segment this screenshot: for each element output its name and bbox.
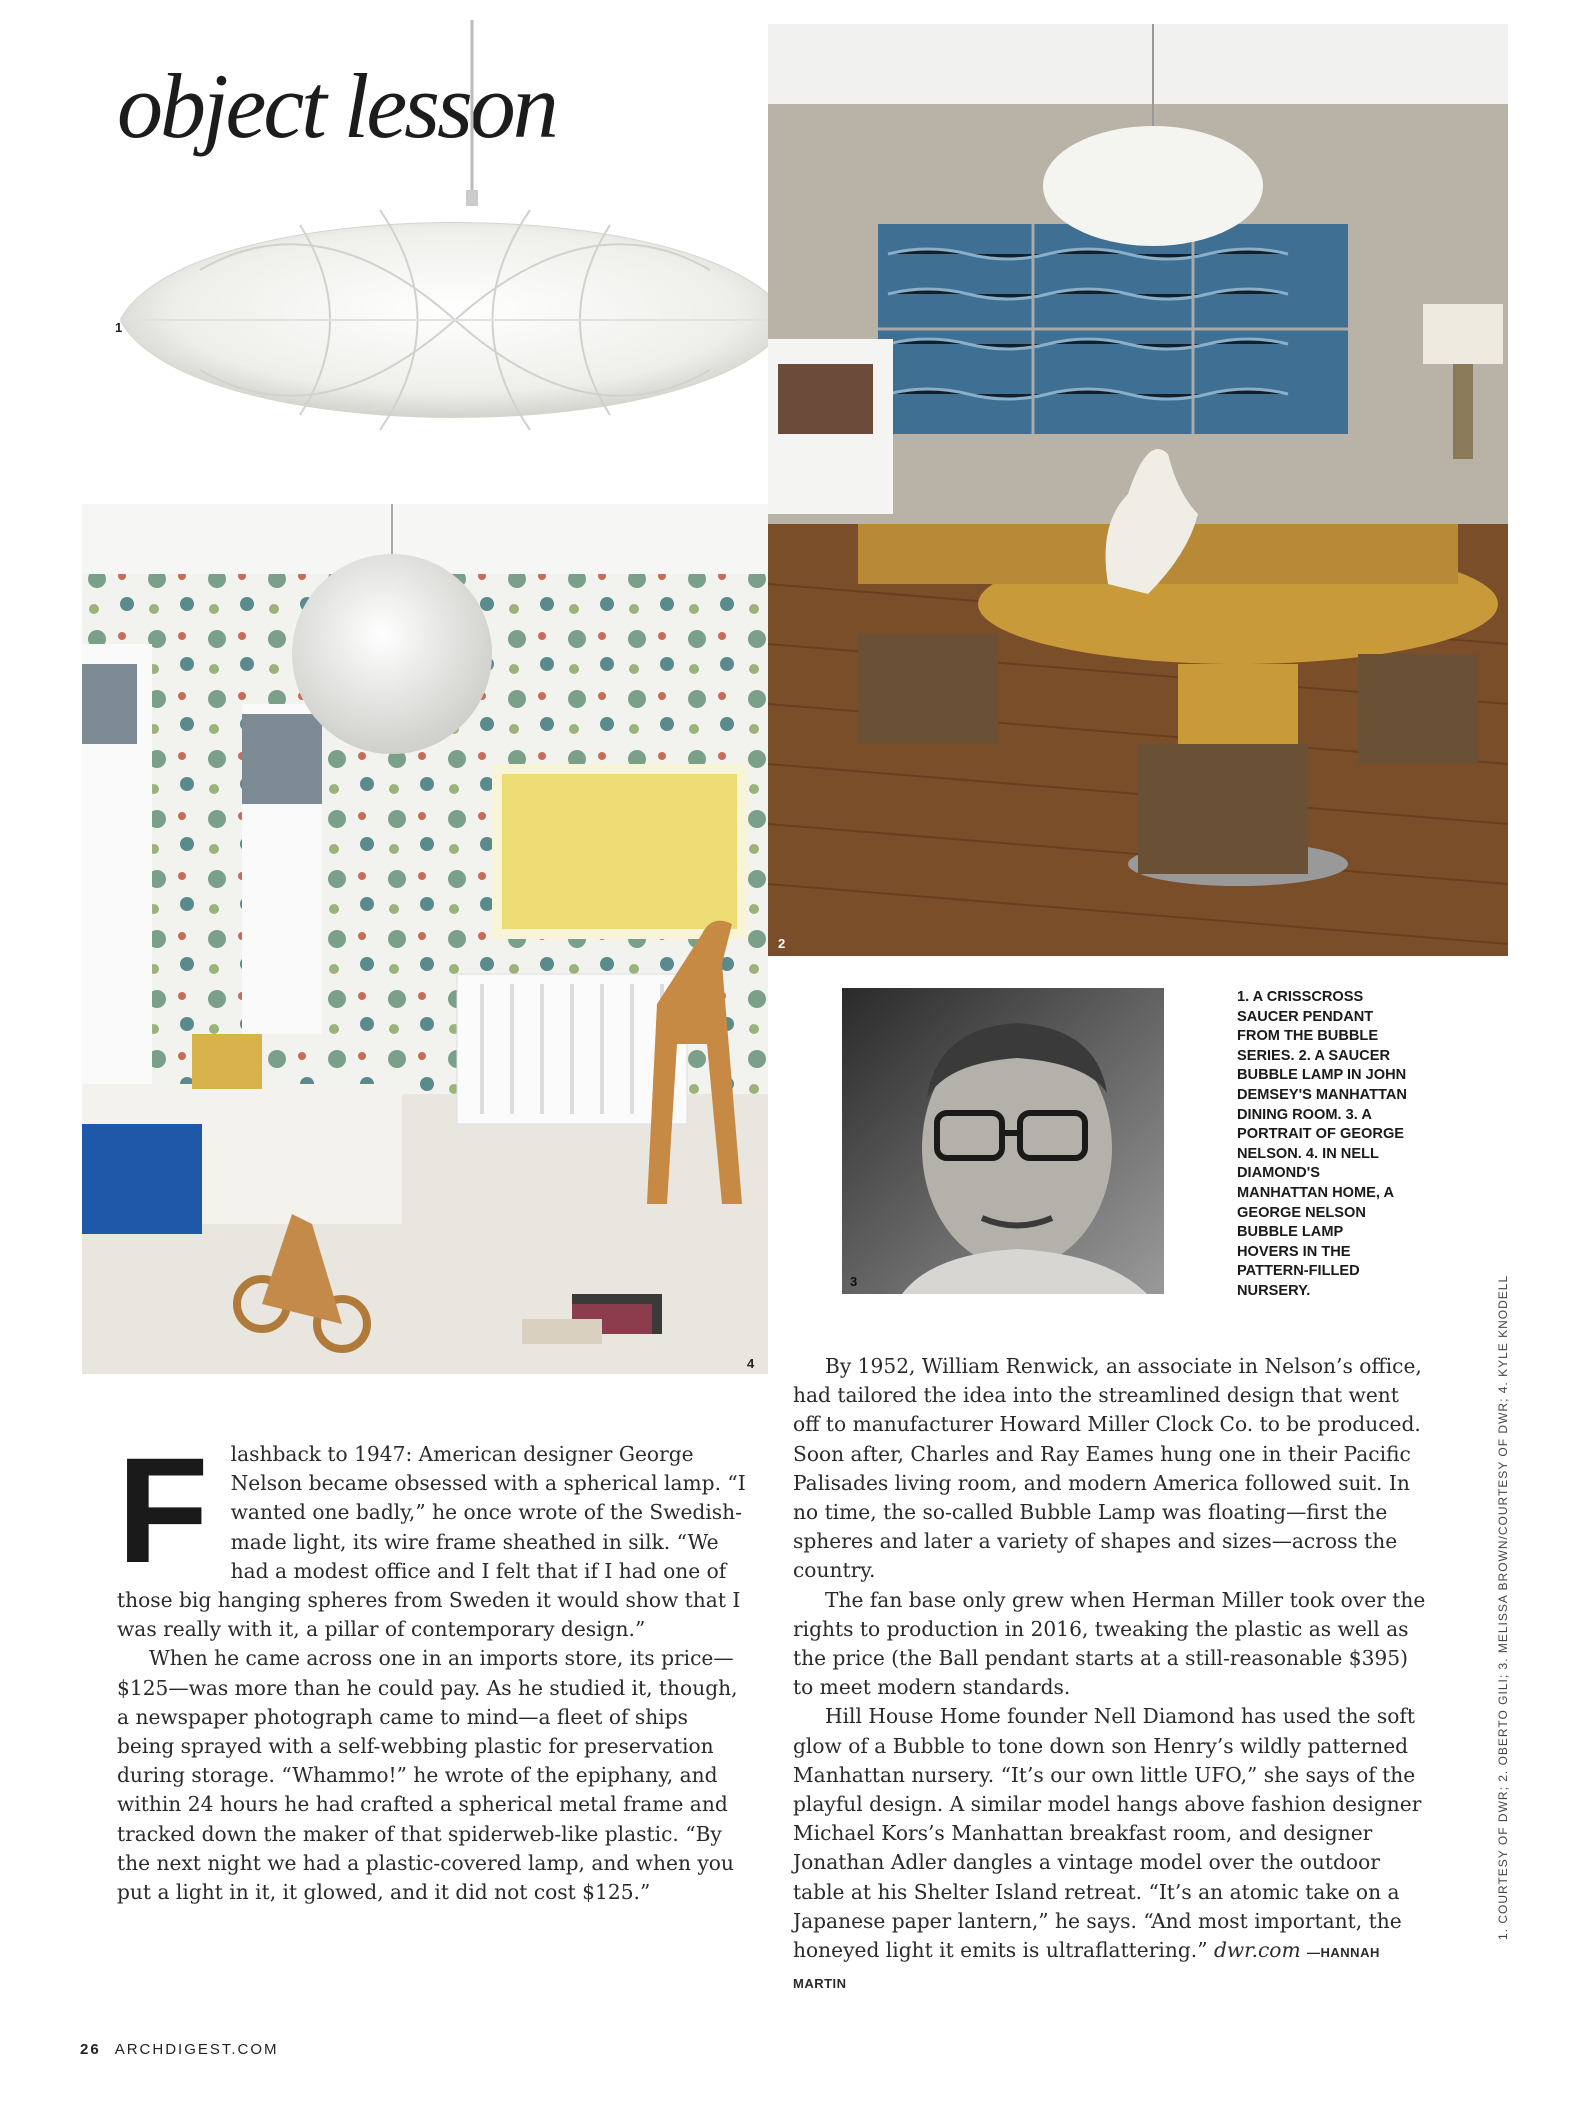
- article-paragraph-2: When he came across one in an imports store, its price—$125—was more than he could pay. As he studied it, though, a newspaper photograph came to mind—a fleet of ships being sprayed with a self-webbing plastic for preservation during storage. “Whammo!” he wrote of the epiphany, and within 24 hours he had crafted a spherical metal frame and tracked down the maker of that spiderweb-like plastic. “By the next night we had a plastic-covered lamp, and when you put a light in it, it glowed, and it did not cost $125.”: [117, 1646, 738, 1905]
- article-paragraph-3: By 1952, William Renwick, an associate in Nelson’s office, had tailored the idea into the streamlined design that went off to manufacturer Howard Miller Clock Co. to be produced. Soon after, Charles and Ray Eames hung one in their Pacific Palisades living room, and modern America followed suit. In no time, the so-called Bubble Lamp was floating—first the spheres and later a variety of shapes and sizes—across the country.: [793, 1354, 1422, 1583]
- dining-room-illustration: [768, 24, 1508, 956]
- photo-caption: 1. A CRISSCROSS SAUCER PENDANT FROM THE BUBBLE SERIES. 2. A SAUCER BUBBLE LAMP IN JOHN DEMSEY'S MANHATTAN DINING ROOM. 3. A PORTRAIT OF GEORGE NELSON. 4. IN NELL DIAMOND'S MANHATTAN HOME, A GEORGE NELSON BUBBLE LAMP HOVERS IN THE PATTERN-FILLED NURSERY.: [1237, 989, 1407, 1299]
- article-paragraph-5: [793, 1702, 1428, 1998]
- article-link[interactable]: dwr.com: [1213, 1938, 1301, 1963]
- photo-number-4: 4: [747, 1356, 755, 1371]
- photo-number-2: 2: [778, 936, 786, 951]
- saucer-pendant-illustration: [80, 20, 770, 500]
- drop-cap: F: [117, 1426, 209, 1594]
- article-paragraph-1: lashback to 1947: American designer George Nelson became obsessed with a spherical lamp. “I wanted one badly,” he once wrote of the Swedish-made light, its wire frame sheathed in silk. “We had a modest office and I felt that if I had one of those big hanging spheres from Sweden it would show that I was really with it, a pillar of contemporary design.”: [117, 1442, 746, 1642]
- photo-number-3: 3: [850, 1274, 858, 1289]
- article-paragraph-4: The fan base only grew when Herman Miller took over the rights to production in 2016, tweaking the plastic as well as the price (the Ball pendant starts at a still-reasonable $395) to meet modern standards.: [793, 1587, 1426, 1700]
- section-title: object lesson: [117, 55, 556, 157]
- photo-portrait: [842, 988, 1164, 1294]
- site-name: ARCHDIGEST.COM: [114, 2041, 279, 2058]
- photo-saucer-pendant: [80, 20, 770, 500]
- photo-nursery: [82, 504, 768, 1374]
- article-column-right: [793, 1352, 1428, 1998]
- page-number: 26: [80, 2041, 101, 2058]
- photo-credits: 1. COURTESY OF DWR; 2. OBERTO GILI; 3. MELISSA BROWN/COURTESY OF DWR; 4. KYLE KNODELL: [1496, 1274, 1510, 1940]
- article-column-left: [117, 1426, 748, 1907]
- page-folio: [80, 2041, 279, 2058]
- portrait-illustration: [842, 988, 1164, 1294]
- nursery-illustration: [82, 504, 768, 1374]
- byline: —HANNAH MARTIN: [793, 1945, 1380, 1992]
- photo-dining-room: [768, 24, 1508, 956]
- photo-number-1: 1: [115, 320, 123, 335]
- article-paragraph-5-text: Hill House Home founder Nell Diamond has used the soft glow of a Bubble to tone down son Henry’s wildly patterned Manhattan nursery. “It’s our own little UFO,” she says of the playful design. A similar model hangs above fashion designer Michael Kors’s Manhattan breakfast room, and designer Jonathan Adler dangles a vintage model over the outdoor table at his Shelter Island retreat. “It’s an atomic take on a Japanese paper lantern,” he says. “And most important, the honeyed light it emits is ultraflattering.”: [793, 1704, 1422, 1963]
